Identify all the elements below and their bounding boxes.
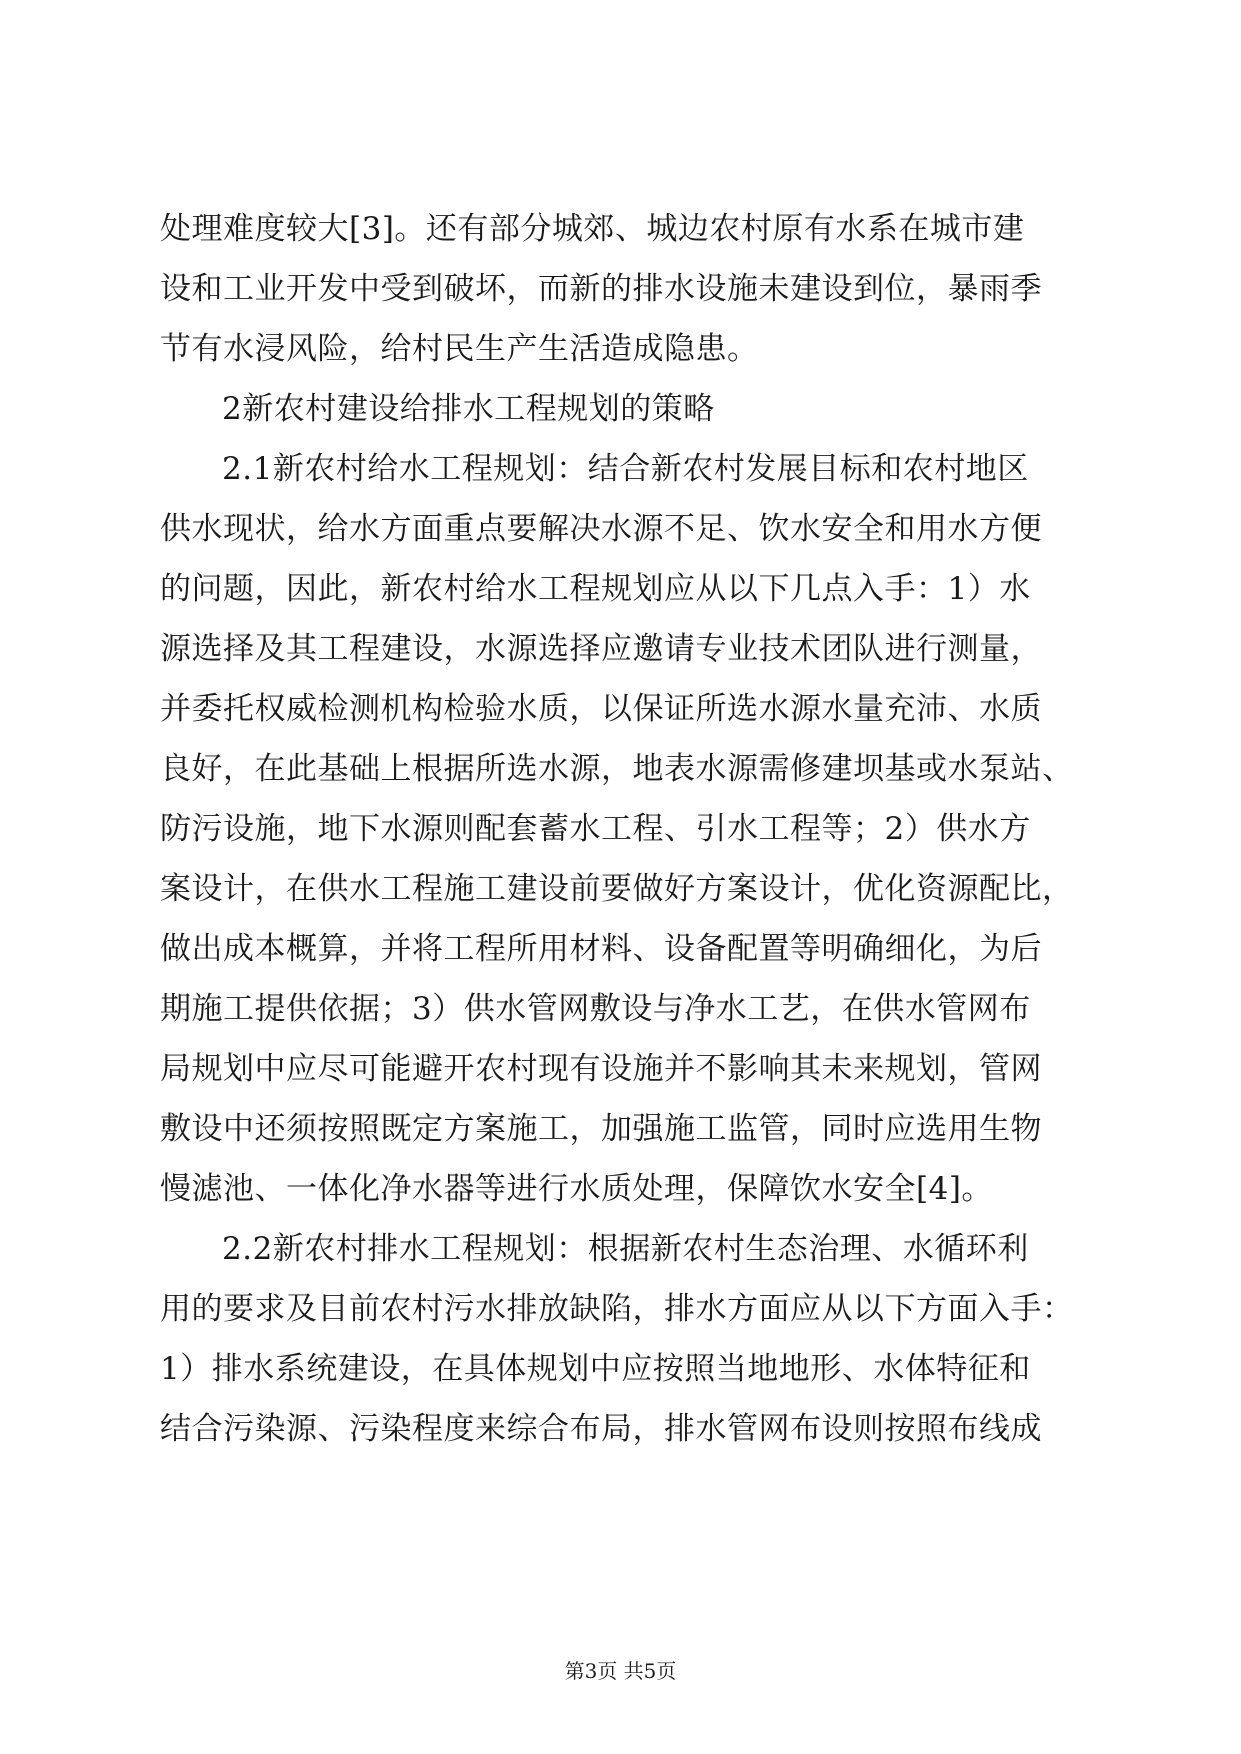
body-text-line: 慢滤池、一体化净水器等进行水质处理，保障饮水安全[4]。 bbox=[160, 1171, 993, 1207]
body-text-line: 供水现状，给水方面重点要解决水源不足、饮水安全和用水方便 bbox=[160, 511, 1042, 547]
body-text-line: 的问题，因此，新农村给水工程规划应从以下几点入手：1）水 bbox=[160, 571, 1031, 607]
body-text-line: 设和工业开发中受到破坏，而新的排水设施未建设到位，暴雨季 bbox=[160, 271, 1042, 307]
paragraph-start-line: 2.1新农村给水工程规划：结合新农村发展目标和农村地区 bbox=[222, 451, 1029, 487]
body-text-line: 1）排水系统建设，在具体规划中应按照当地地形、水体特征和 bbox=[160, 1351, 1031, 1387]
body-text-line: 结合污染源、污染程度来综合布局，排水管网布设则按照布线成 bbox=[160, 1411, 1042, 1447]
body-text-line: 做出成本概算，并将工程所用材料、设备配置等明确细化，为后 bbox=[160, 931, 1042, 967]
body-text-line: 源选择及其工程建设，水源选择应邀请专业技术团队进行测量， bbox=[160, 631, 1042, 667]
page-number-footer: 第3页 共5页 bbox=[564, 1659, 677, 1683]
body-text-line: 局规划中应尽可能避开农村现有设施并不影响其未来规划，管网 bbox=[160, 1051, 1042, 1087]
body-text-line: 敷设中还须按照既定方案施工，加强施工监管，同时应选用生物 bbox=[160, 1111, 1042, 1147]
paragraph-start-line: 2.2新农村排水工程规划：根据新农村生态治理、水循环利 bbox=[222, 1231, 1029, 1267]
body-text-line: 用的要求及目前农村污水排放缺陷，排水方面应从以下方面入手： bbox=[160, 1291, 1074, 1327]
body-text-line: 良好，在此基础上根据所选水源，地表水源需修建坝基或水泵站、 bbox=[160, 751, 1074, 787]
body-text-line: 处理难度较大[3]。还有部分城郊、城边农村原有水系在城市建 bbox=[160, 211, 1025, 247]
body-text-line: 期施工提供依据；3）供水管网敷设与净水工艺，在供水管网布 bbox=[160, 991, 1031, 1027]
body-text-line: 并委托权威检测机构检验水质，以保证所选水源水量充沛、水质 bbox=[160, 691, 1042, 727]
body-text-line: 防污设施，地下水源则配套蓄水工程、引水工程等；2）供水方 bbox=[160, 811, 1031, 847]
body-text-line: 案设计，在供水工程施工建设前要做好方案设计，优化资源配比， bbox=[160, 871, 1074, 907]
section-heading: 2新农村建设给排水工程规划的策略 bbox=[222, 391, 715, 427]
body-text-line: 节有水浸风险，给村民生产生活造成隐患。 bbox=[160, 331, 759, 367]
